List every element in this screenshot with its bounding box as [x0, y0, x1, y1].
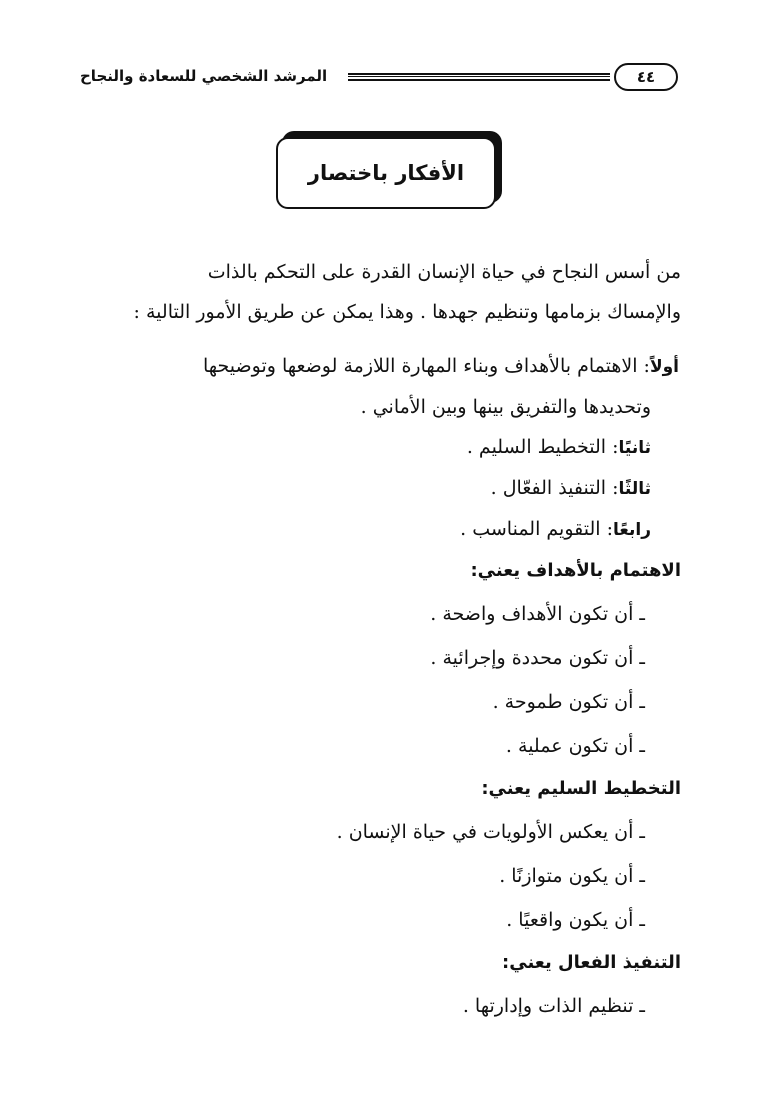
running-header	[80, 63, 678, 93]
section-heading-goals: الاهتمام بالأهداف يعني:	[470, 560, 681, 581]
point-label: أولاً	[649, 357, 679, 377]
point-text: : التنفيذ الفعّال .	[490, 477, 619, 499]
list-item: ـ أن تكون الأهداف واضحة .	[430, 603, 645, 625]
header-rule	[348, 73, 610, 81]
page-number: ٤٤	[614, 63, 678, 91]
point-text: : التقويم المناسب .	[460, 518, 614, 540]
goals-list	[96, 592, 681, 768]
point-text: : التخطيط السليم .	[466, 436, 619, 458]
intro-line-1: من أسس النجاح في حياة الإنسان القدرة على التحكم بالذات	[207, 261, 681, 283]
intro-line-2: والإمساك بزمامها وتنظيم جهدها . وهذا يمكن عن طريق الأمور التالية :	[133, 301, 681, 323]
page-body	[96, 252, 681, 1028]
point-1	[96, 346, 681, 387]
execution-list	[96, 984, 681, 1028]
book-title: المرشد الشخصي للسعادة والنجاح	[80, 67, 328, 85]
section-title: الأفكار باختصار	[307, 161, 465, 185]
list-item: ـ أن يكون واقعيًا .	[506, 909, 645, 931]
point-1-continuation: وتحديدها والتفريق بينها وبين الأماني .	[360, 396, 651, 418]
list-item: ـ تنظيم الذات وإدارتها .	[462, 995, 645, 1017]
section-heading-planning: التخطيط السليم يعني:	[481, 778, 681, 799]
list-item: ـ أن يكون متوازنًا .	[499, 865, 645, 887]
list-item: ـ أن تكون محددة وإجرائية .	[430, 647, 645, 669]
point-label: ثالثًا	[618, 479, 651, 499]
section-heading-execution: التنفيذ الفعال يعني:	[502, 952, 681, 973]
section-title-box	[276, 137, 496, 209]
planning-list	[96, 810, 681, 942]
point-4	[96, 509, 681, 550]
point-3	[96, 468, 681, 509]
point-label: ثانيًا	[618, 438, 651, 458]
list-item: ـ أن يعكس الأولويات في حياة الإنسان .	[336, 821, 645, 843]
list-item: ـ أن تكون طموحة .	[492, 691, 645, 713]
point-label: رابعًا	[613, 520, 651, 540]
point-2	[96, 427, 681, 468]
point-text: : الاهتمام بالأهداف وبناء المهارة اللازمة لوضعها وتوضيحها	[202, 355, 650, 377]
list-item: ـ أن تكون عملية .	[505, 735, 645, 757]
